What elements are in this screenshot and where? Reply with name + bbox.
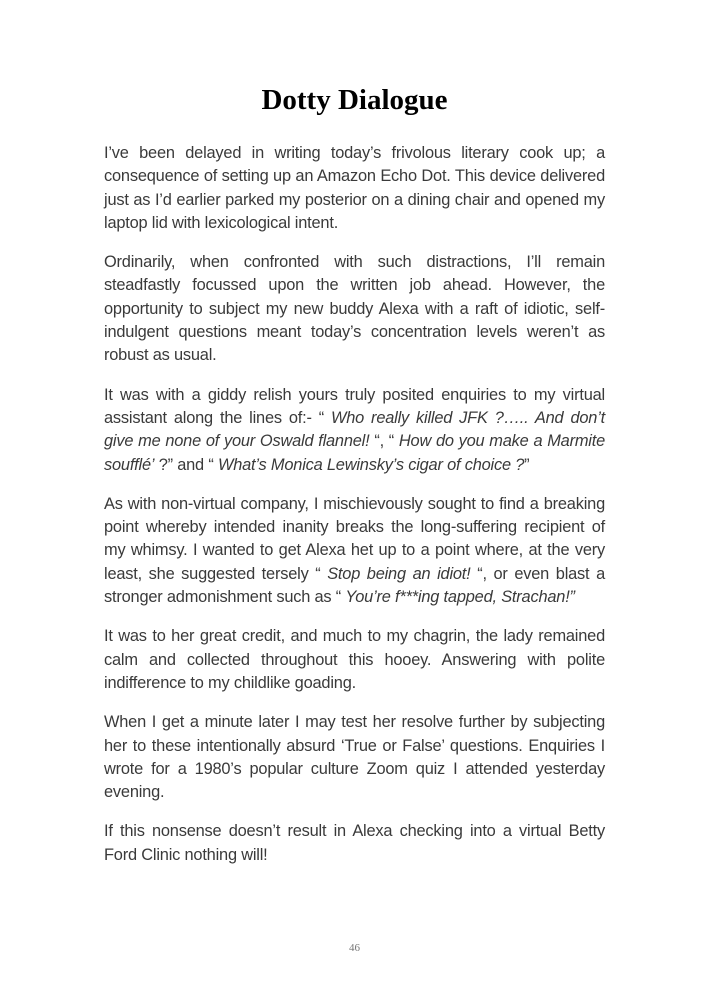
- paragraph-3: [104, 384, 605, 477]
- paragraph-3-quote-1: Who really killed JFK ?….. And don’t give me none of your Oswald flannel!: [104, 408, 605, 451]
- page-number: 46: [349, 942, 360, 954]
- paragraph-4: [104, 493, 605, 609]
- paragraph-3-text-2: “, “: [374, 432, 399, 451]
- paragraph-3-text-4: ”: [524, 455, 530, 474]
- paragraph-4-text-1: As with non-virtual company, I mischievously sought to find a breaking point whereby intended inanity breaks the long-suffering recipient of my whimsy. I wanted to get Alexa het up to a point where, at the very least, she suggested tersely “: [104, 494, 605, 583]
- paragraph-5: It was to her great credit, and much to my chagrin, the lady remained calm and collected throughout this hooey. Answering with polite indifference to my childlike goading.: [104, 627, 605, 692]
- paragraph-1: I’ve been delayed in writing today’s frivolous literary cook up; a consequence of setting up an Amazon Echo Dot. This device delivered just as I’d earlier parked my posterior on a dining chair and opened my laptop lid with lexicological intent.: [104, 144, 605, 232]
- paragraph-6: When I get a minute later I may test her resolve further by subjecting her to these intentionally absurd ‘True or False’ questions. Enquiries I wrote for a 1980’s popular culture Zoom quiz I attended yesterday evening.: [104, 713, 605, 802]
- paragraph-2: Ordinarily, when confronted with such distractions, I’ll remain steadfastly focussed upon the written job ahead. However, the opportunity to subject my new buddy Alexa with a raft of idiotic, self-indulgent questions meant today’s concentration levels weren’t as robust as usual.: [104, 253, 605, 365]
- paragraph-3-quote-2: How do you make a Marmite soufflé’: [104, 432, 605, 474]
- paragraph-3-quote-3: What’s Monica Lewinsky’s cigar of choice ?: [217, 455, 525, 474]
- body-text: [104, 142, 605, 867]
- paragraph-4-quote-1: Stop being an idiot!: [327, 564, 478, 583]
- paragraph-7: If this nonsense doesn’t result in Alexa checking into a virtual Betty Ford Clinic nothing will!: [104, 822, 605, 864]
- page-title: Dotty Dialogue: [261, 84, 448, 116]
- paragraph-4-quote-2: You’re f***ing tapped, Strachan!”: [345, 588, 575, 607]
- paragraph-3-text-1: It was with a giddy relish yours truly posited enquiries to my virtual assistant along the lines of:- “: [104, 385, 605, 427]
- paragraph-3-text-3: ?” and “: [154, 455, 218, 474]
- paragraph-4-text-2: “, or even blast a stronger admonishment such as “: [104, 564, 605, 607]
